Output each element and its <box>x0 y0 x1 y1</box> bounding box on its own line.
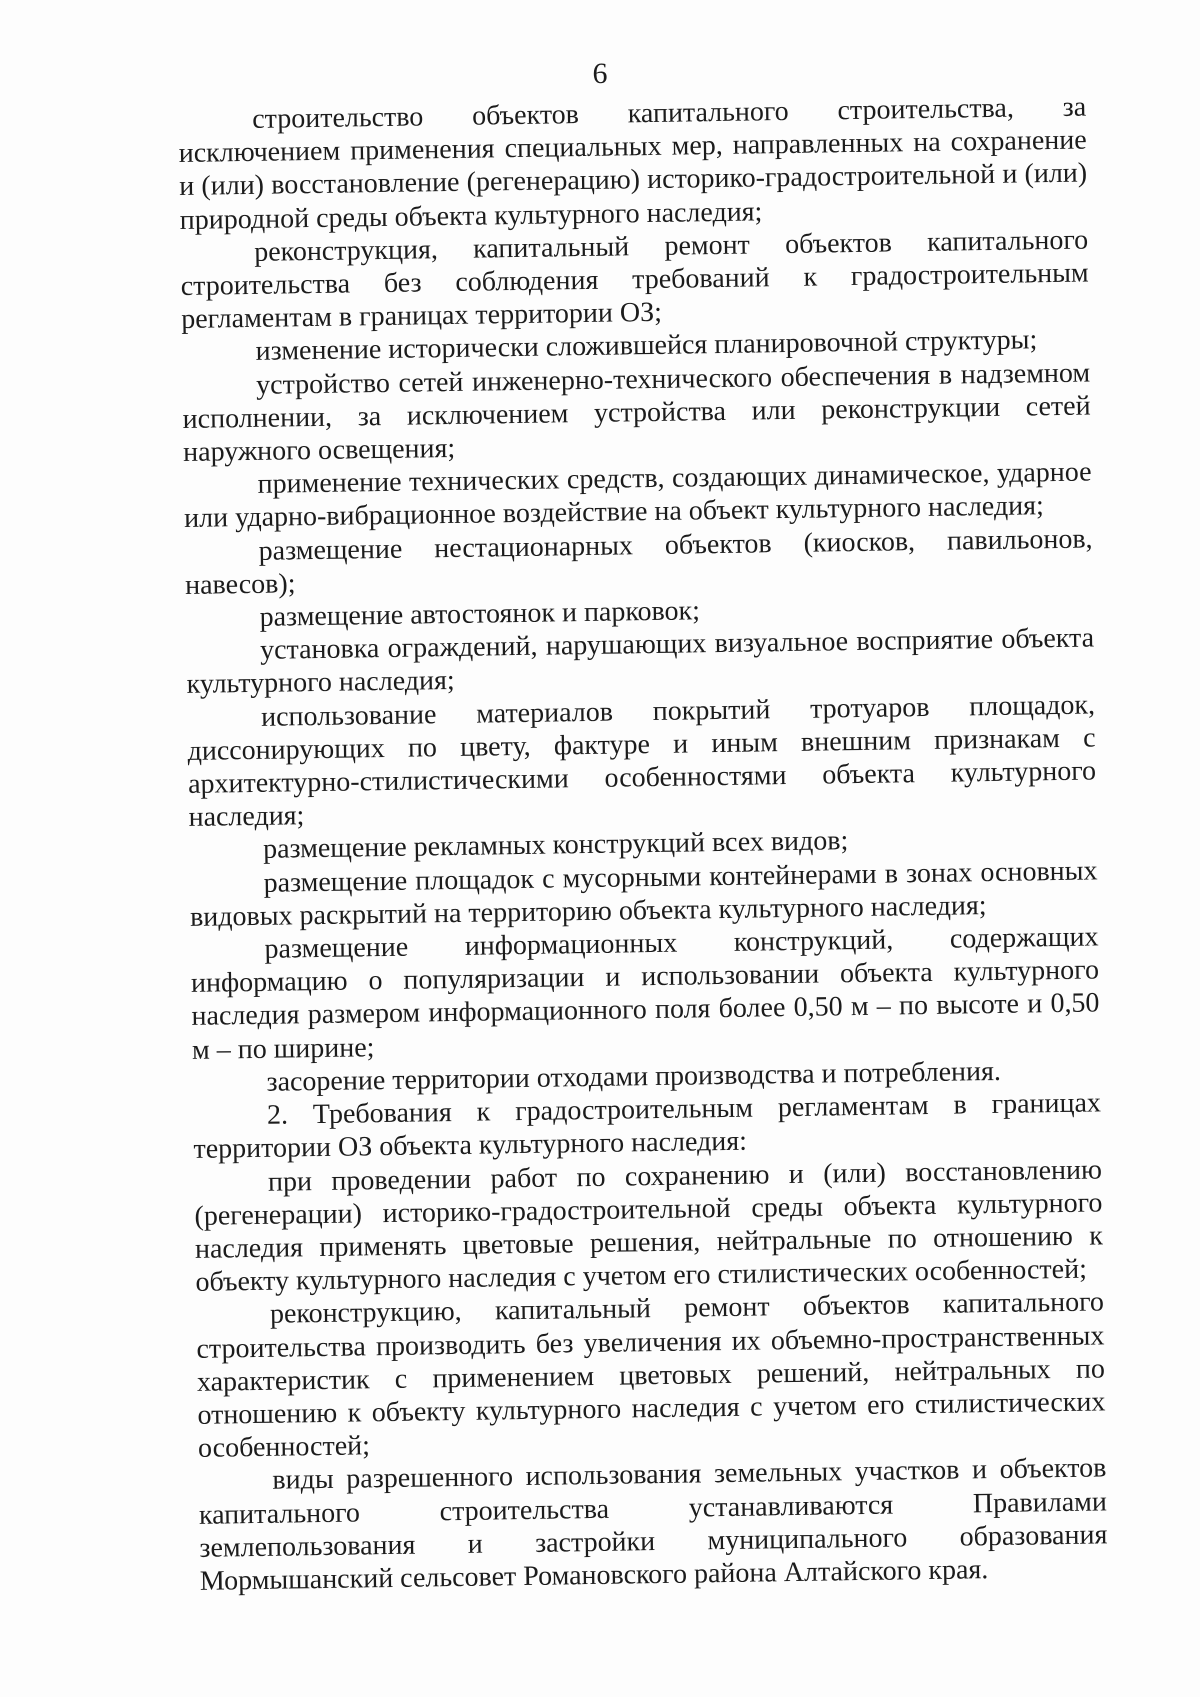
paragraph-12: размещение информационных конструкций, содержащих информацию о популяризации и использовании объекта культурного наследия размером информационного поля более 0,50 м – по высоте и 0,50 м – по ширине; <box>190 921 1100 1066</box>
paragraph-2: реконструкция, капитальный ремонт объектов капитального строительства без соблюдения требований к градостроительным регламентам в границах территории ОЗ; <box>180 224 1089 336</box>
paragraph-3: изменение исторически сложившейся планировочной структуры; <box>255 324 1038 368</box>
paragraph-8: установка ограждений, нарушающих визуальное восприятие объекта культурного наследия; <box>186 622 1095 701</box>
paragraph-11: размещение площадок с мусорными контейнерами в зонах основных видовых раскрытий на территорию объекта культурного наследия; <box>189 855 1098 933</box>
paragraph-4: устройство сетей инженерно-технического обеспечения в надземном исполнении, за исключением устройства или реконструкции сетей наружного освещения; <box>182 357 1091 468</box>
paragraph-15: при проведении работ по сохранению и (или) восстановлению (регенерации) историко-градостроительной среды объекта культурного наследия применять цветовые решения, нейтральные по отношению к объекту культурного наследия с учетом его стилистических особенностей; <box>194 1153 1104 1298</box>
paragraph-7: размещение автостоянок и парковок; <box>259 595 701 633</box>
paragraph-13: засорение территории отходами производства и потребления. <box>266 1055 1002 1098</box>
document-body <box>178 91 1108 1598</box>
paragraph-16: реконструкцию, капитальный ремонт объектов капитального строительства производить без увеличения их объемно-пространственных характеристик с применением цветовых решений, нейтральных по отношению к объекту культурного наследия с учетом его стилистических особенностей; <box>196 1286 1106 1464</box>
paragraph-6: размещение нестационарных объектов (киосков, павильонов, навесов); <box>184 523 1093 601</box>
paragraph-1: строительство объектов капитального строительства, за исключением применения специальных мер, направленных на сохранение и (или) восстановление (регенерацию) историко-градостроительной и (или) природной среды объекта культурного наследия; <box>178 91 1088 236</box>
paragraph-10: размещение рекламных конструкций всех видов; <box>262 825 849 866</box>
paragraph-9: использование материалов покрытий тротуаров площадок, диссонирующих по цвету, фактуре и иным внешним признакам с архитектурно-стилистическими особенностями объекта культурного наследия; <box>187 689 1097 834</box>
paragraph-17: виды разрешенного использования земельных участков и объектов капитального строительства устанавливаются Правилами землепользования и застройки муниципального образования Мормышанский сельсовет Романовского района Алтайского края. <box>198 1452 1108 1597</box>
section-heading-2: 2. Требования к градостроительным регламентам в границах территории ОЗ объекта культурного наследия: <box>193 1087 1102 1166</box>
page-number: 6 <box>592 57 608 90</box>
paragraph-5: применение технических средств, создающих динамическое, ударное или ударно-вибрационное воздействие на объект культурного наследия; <box>183 456 1092 535</box>
